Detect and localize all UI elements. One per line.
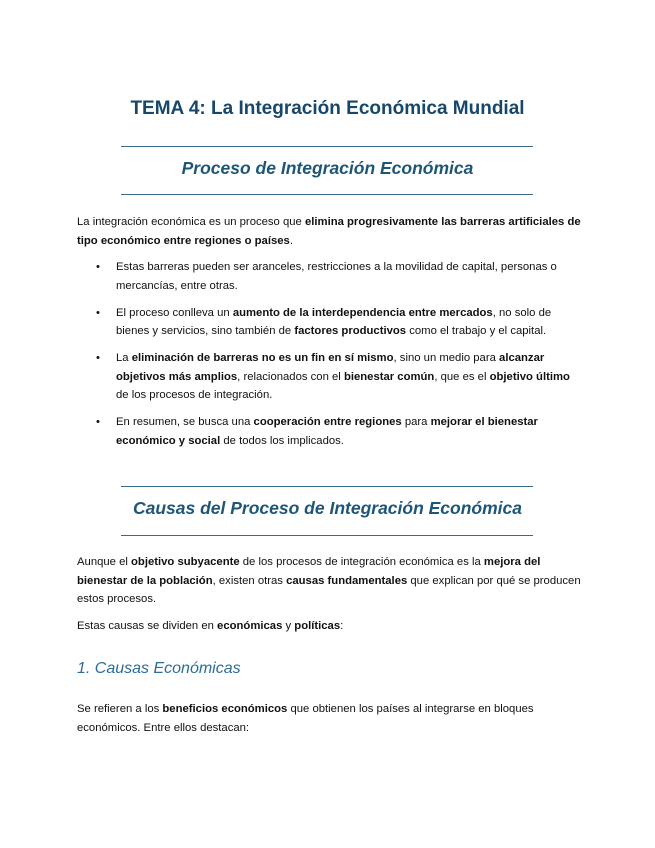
bullet-item	[77, 304, 581, 341]
bullet-text: La eliminación de barreras no es un fin en sí mismo, sino un medio para alcanzar objetivos más amplios, relacionados con el bienestar común, que es el objetivo último de los procesos de integración.	[116, 352, 570, 401]
bullet-item	[77, 413, 581, 450]
bullet-dot: •	[96, 416, 100, 428]
bullet-text: Estas barreras pueden ser aranceles, restricciones a la movilidad de capital, personas o mercancías, entre otras.	[116, 261, 557, 292]
causes-division-paragraph: Estas causas se dividen en económicas y políticas:	[77, 620, 344, 632]
bullet-dot: •	[96, 306, 100, 319]
causes-paragraph: Aunque el objetivo subyacente de los procesos de integración económica es la mejora del bienestar de la población, existen otras causas fundamentales que explican por qué se producen estos procesos.	[77, 556, 581, 605]
section-heading-proceso: Proceso de Integración Económica	[181, 158, 474, 178]
bullet-text: El proceso conlleva un aumento de la interdependencia entre mercados, no solo de bienes y servicios, sino también de factores productivos como el trabajo y el capital.	[116, 306, 552, 337]
bullet-dot: •	[96, 261, 100, 273]
section-rule-top	[121, 146, 533, 147]
section-rule-top	[121, 486, 533, 487]
bullet-text: En resumen, se busca una cooperación entre regiones para mejorar el bienestar económico y social de todos los implicados.	[116, 416, 538, 447]
bullet-dot: •	[96, 352, 100, 364]
subheading-causas-economicas: 1. Causas Económicas	[77, 660, 241, 677]
bullet-list	[77, 258, 581, 459]
bullet-item	[77, 349, 581, 405]
intro-paragraph: La integración económica es un proceso que elimina progresivamente las barreras artificiales de tipo económico entre regiones o países.	[77, 216, 581, 247]
document-title: TEMA 4: La Integración Económica Mundial	[130, 98, 525, 119]
section-rule-bottom	[121, 535, 533, 536]
bullet-item	[77, 258, 581, 295]
section-heading-causas: Causas del Proceso de Integración Económica	[132, 498, 523, 518]
section-rule-bottom	[121, 194, 533, 195]
economic-causes-paragraph: Se refieren a los beneficios económicos que obtienen los países al integrarse en bloques económicos. Entre ellos destacan:	[77, 703, 534, 734]
